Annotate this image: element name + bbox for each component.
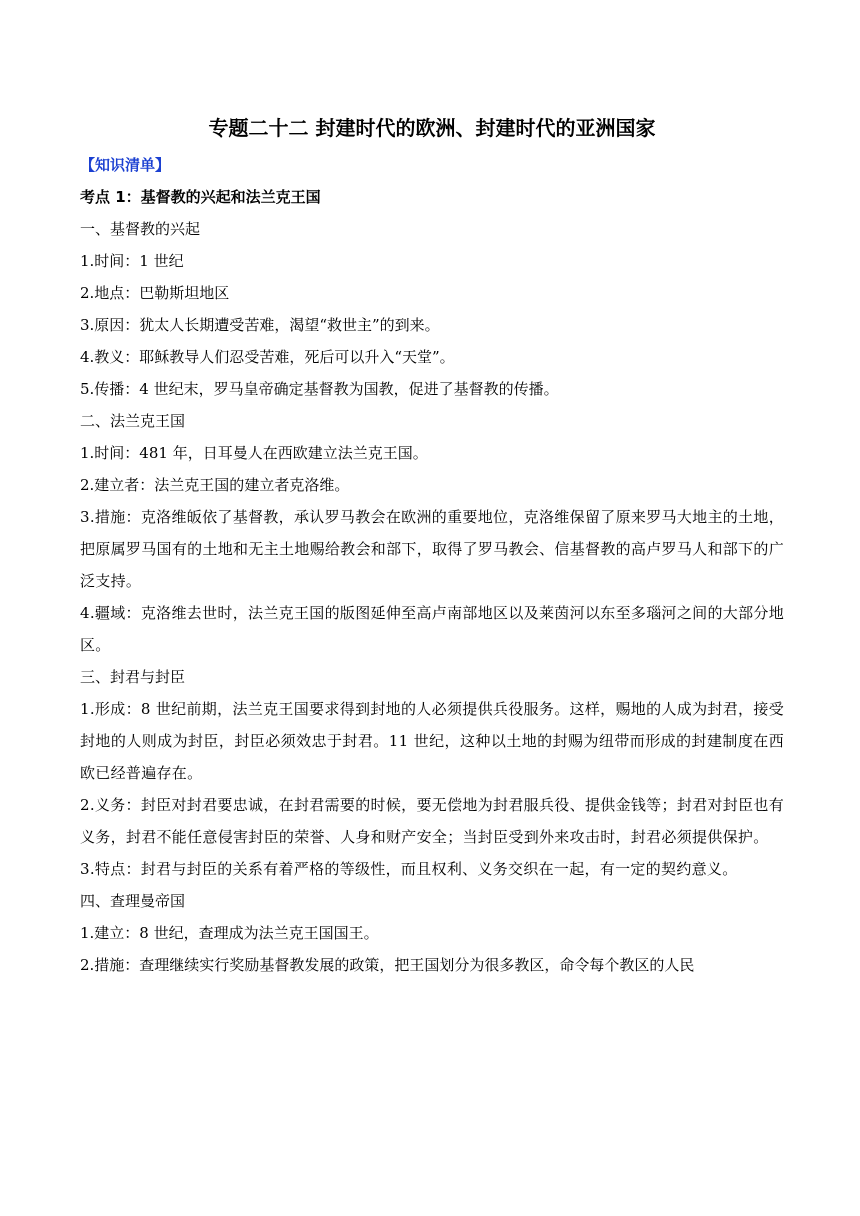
section-heading-christianity: 一、基督教的兴起 [80,220,201,238]
list-item: 2.建立者：法兰克王国的建立者克洛维。 [80,476,350,494]
list-item: 2.措施：查理继续实行奖励基督教发展的政策，把王国划分为很多教区，命令每个教区的人民 [80,956,695,974]
document-content [80,113,784,981]
list-item: 2.义务：封臣对封君要忠诚，在封君需要的时候，要无偿地为封君服兵役、提供金钱等；封君对封臣也有义务，封君不能任意侵害封臣的荣誉、人身和财产安全；当封臣受到外来攻击时，封君必须提供保护。 [80,796,784,846]
list-item: 4.教义：耶稣教导人们忍受苦难，死后可以升入“天堂”。 [80,348,455,366]
list-item: 1.时间：1 世纪 [80,252,184,270]
section-heading-lords-vassals: 三、封君与封臣 [80,668,186,686]
section-heading-frankish-kingdom: 二、法兰克王国 [80,412,186,430]
list-item: 3.措施：克洛维皈依了基督教，承认罗马教会在欧洲的重要地位，克洛维保留了原来罗马大地主的土地，把原属罗马国有的土地和无主土地赐给教会和部下，取得了罗马教会、信基督教的高卢罗马人和部下的广泛支持。 [80,508,784,590]
section-heading-charlemagne-empire: 四、查理曼帝国 [80,892,186,910]
list-item: 5.传播：4 世纪末，罗马皇帝确定基督教为国教，促进了基督教的传播。 [80,380,559,398]
knowledge-list-tag: 【知识清单】 [80,156,171,174]
list-item: 3.特点：封君与封臣的关系有着严格的等级性，而且权利、义务交织在一起，有一定的契约意义。 [80,860,738,878]
list-item: 2.地点：巴勒斯坦地区 [80,284,230,302]
list-item: 1.时间：481 年，日耳曼人在西欧建立法兰克王国。 [80,444,428,462]
list-item: 1.建立：8 世纪，查理成为法兰克王国国王。 [80,924,379,942]
list-item: 1.形成：8 世纪前期，法兰克王国要求得到封地的人必须提供兵役服务。这样，赐地的人成为封君，接受封地的人则成为封臣，封臣必须效忠于封君。11 世纪，这种以土地的封赐为纽带而形成的封建制度在西欧已经普遍存在。 [80,700,784,782]
kaodian-heading: 考点 1：基督教的兴起和法兰克王国 [80,188,321,206]
list-item: 4.疆域：克洛维去世时，法兰克王国的版图延伸至高卢南部地区以及莱茵河以东至多瑙河之间的大部分地区。 [80,604,784,654]
page-title: 专题二十二 封建时代的欧洲、封建时代的亚洲国家 [208,116,656,140]
list-item: 3.原因：犹太人长期遭受苦难，渴望“救世主”的到来。 [80,316,440,334]
